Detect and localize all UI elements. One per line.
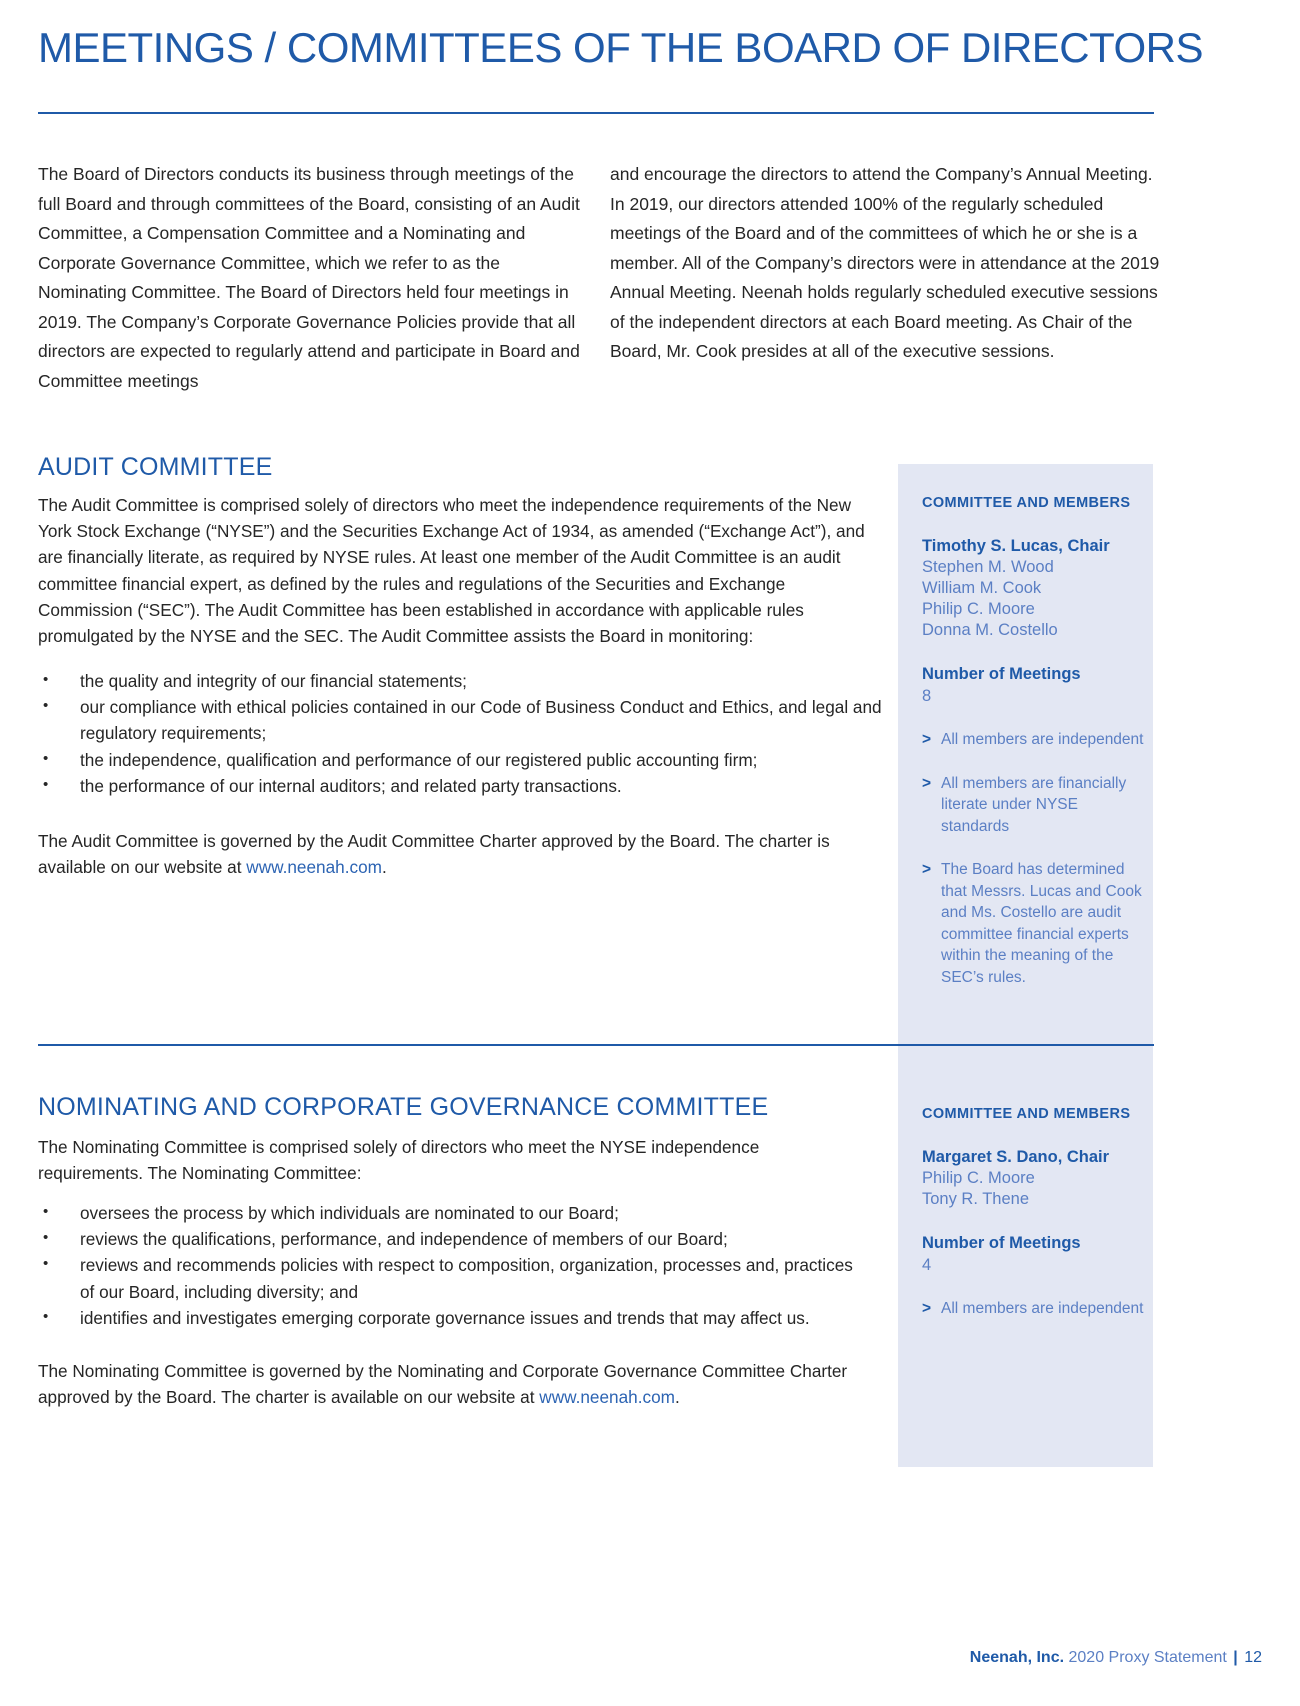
audit-sidebar-member: Stephen M. Wood [922, 558, 1054, 576]
nominating-sidebar-chair: Margaret S. Dano, Chair [922, 1148, 1110, 1166]
footer-page-number: 12 [1244, 1649, 1262, 1666]
audit-intro-paragraph: The Audit Committee is comprised solely of directors who meet the independence requirements of the New York Stock Exchange (“NYSE”) and the Securities Exchange Act of 1934, as amended (“Exchange Act”), and are financially literate, as required by NYSE rules. At least one member of the Audit Committee is an audit committee financial expert, as defined by the rules and regulations of the Securities and Exchange Commission (“SEC”). The Audit Committee has been established in accordance with applicable rules promulgated by the NYSE and the SEC. The Audit Committee assists the Board in monitoring: [38, 495, 865, 647]
audit-meetings-value: 8 [922, 687, 932, 705]
list-item: • our compliance with ethical policies contained in our Code of Business Conduct and Ethics, and legal and regulatory requirements; [38, 694, 883, 746]
nominating-intro-paragraph: The Nominating Committee is comprised solely of directors who meet the NYSE independence requirements. The Nominating Committee: [38, 1137, 760, 1184]
audit-sidebar-note-text: The Board has determined that Messrs. Lucas and Cook and Ms. Costello are audit committee financial experts within the meaning of the SEC’s rules. [941, 861, 1142, 986]
audit-committee-intro [38, 492, 883, 649]
audit-outro-text-after: . [381, 857, 387, 878]
nominating-sidebar-member: Philip C. Moore [922, 1169, 1035, 1187]
footer-statement: 2020 Proxy Statement [1068, 1649, 1227, 1666]
nominating-sidebar-note-text: All members are independent [941, 1300, 1144, 1317]
audit-meetings-label: Number of Meetings [922, 665, 1081, 683]
neenah-website-link[interactable]: www.neenah.com [246, 857, 382, 878]
nominating-committee-sidebar [922, 1104, 1150, 1320]
audit-committee-heading: AUDIT COMMITTEE [38, 453, 273, 481]
intro-right-paragraph: and encourage the directors to attend the Company’s Annual Meeting. In 2019, our directors attended 100% of the regularly scheduled meetings of the Board and of the committees of which he or she is a member. All of the Company’s directors were in attendance at the 2019 Annual Meeting. Neenah holds regularly scheduled executive sessions of the independent directors at each Board meeting. As Chair of the Board, Mr. Cook presides at all of the executive sessions. [610, 164, 1160, 361]
title-divider [38, 112, 1154, 114]
audit-outro-paragraph [38, 828, 883, 880]
nominating-sidebar-title: COMMITTEE AND MEMBERS [922, 1106, 1131, 1122]
list-item: • the quality and integrity of our financial statements; [38, 668, 883, 694]
audit-sidebar-note [922, 859, 1150, 988]
footer-brand: Neenah, Inc. [969, 1649, 1065, 1666]
list-item: • reviews the qualifications, performance, and independence of members of our Board; [38, 1226, 868, 1252]
nominating-committee-bullets [38, 1200, 868, 1331]
page-footer [970, 1648, 1262, 1668]
list-item: • reviews and recommends policies with respect to composition, organization, processes and, practices of our Board, including diversity; and [38, 1252, 868, 1304]
nominating-sidebar-note [922, 1298, 1150, 1320]
nominating-meetings-value: 4 [922, 1256, 932, 1274]
audit-committee-charter-note [38, 828, 883, 880]
audit-sidebar-note-text: All members are financially literate under NYSE standards [941, 774, 1127, 835]
chevron-right-icon: > [922, 731, 932, 748]
list-item: • the independence, qualification and performance of our registered public accounting firm; [38, 747, 883, 773]
footer-separator: | [1233, 1649, 1238, 1666]
audit-sidebar-member: William M. Cook [922, 579, 1042, 597]
chevron-right-icon: > [922, 1300, 932, 1317]
audit-sidebar-chair: Timothy S. Lucas, Chair [922, 537, 1110, 555]
audit-sidebar-member: Donna M. Costello [922, 621, 1058, 639]
audit-outro-text-before: The Audit Committee is governed by the Audit Committee Charter approved by the Board. The charter is available on our website at [38, 831, 830, 878]
list-item: • oversees the process by which individuals are nominated to our Board; [38, 1200, 868, 1226]
audit-sidebar-note [922, 729, 1150, 751]
nominating-outro-paragraph [38, 1358, 868, 1410]
nominating-committee-charter-note [38, 1358, 868, 1410]
audit-sidebar-title: COMMITTEE AND MEMBERS [922, 495, 1131, 511]
nominating-outro-text-before: The Nominating Committee is governed by the Nominating and Corporate Governance Committee Charter approved by the Board. The charter is available on our website at [38, 1361, 848, 1408]
nominating-committee-intro [38, 1134, 868, 1186]
intro-column-right [610, 160, 1170, 367]
nominating-sidebar-member: Tony R. Thene [922, 1190, 1030, 1208]
list-item: • identifies and investigates emerging corporate governance issues and trends that may affect us. [38, 1305, 868, 1331]
chevron-right-icon: > [922, 861, 932, 878]
page-title: MEETINGS / COMMITTEES OF THE BOARD OF DIRECTORS [38, 24, 1204, 71]
nominating-meetings-label: Number of Meetings [922, 1234, 1081, 1252]
section-divider [38, 1044, 1154, 1046]
audit-sidebar-member: Philip C. Moore [922, 600, 1035, 618]
chevron-right-icon: > [922, 774, 932, 792]
neenah-website-link[interactable]: www.neenah.com [539, 1387, 675, 1408]
intro-left-paragraph: The Board of Directors conducts its business through meetings of the full Board and through committees of the Board, consisting of an Audit Committee, a Compensation Committee and a Nominating and Corporate Governance Committee, which we refer to as the Nominating Committee. The Board of Directors held four meetings in 2019. The Company’s Corporate Governance Policies provide that all directors are expected to regularly attend and participate in Board and Committee meetings [38, 164, 580, 391]
audit-sidebar-note [922, 773, 1150, 838]
intro-column-left [38, 160, 583, 396]
nominating-committee-heading: NOMINATING AND CORPORATE GOVERNANCE COMMITTEE [38, 1093, 769, 1121]
audit-sidebar-note-text: All members are independent [941, 731, 1144, 748]
audit-committee-sidebar [922, 493, 1150, 988]
audit-committee-bullets [38, 668, 883, 799]
nominating-outro-text-after: . [674, 1387, 680, 1408]
list-item: • the performance of our internal auditors; and related party transactions. [38, 773, 883, 799]
